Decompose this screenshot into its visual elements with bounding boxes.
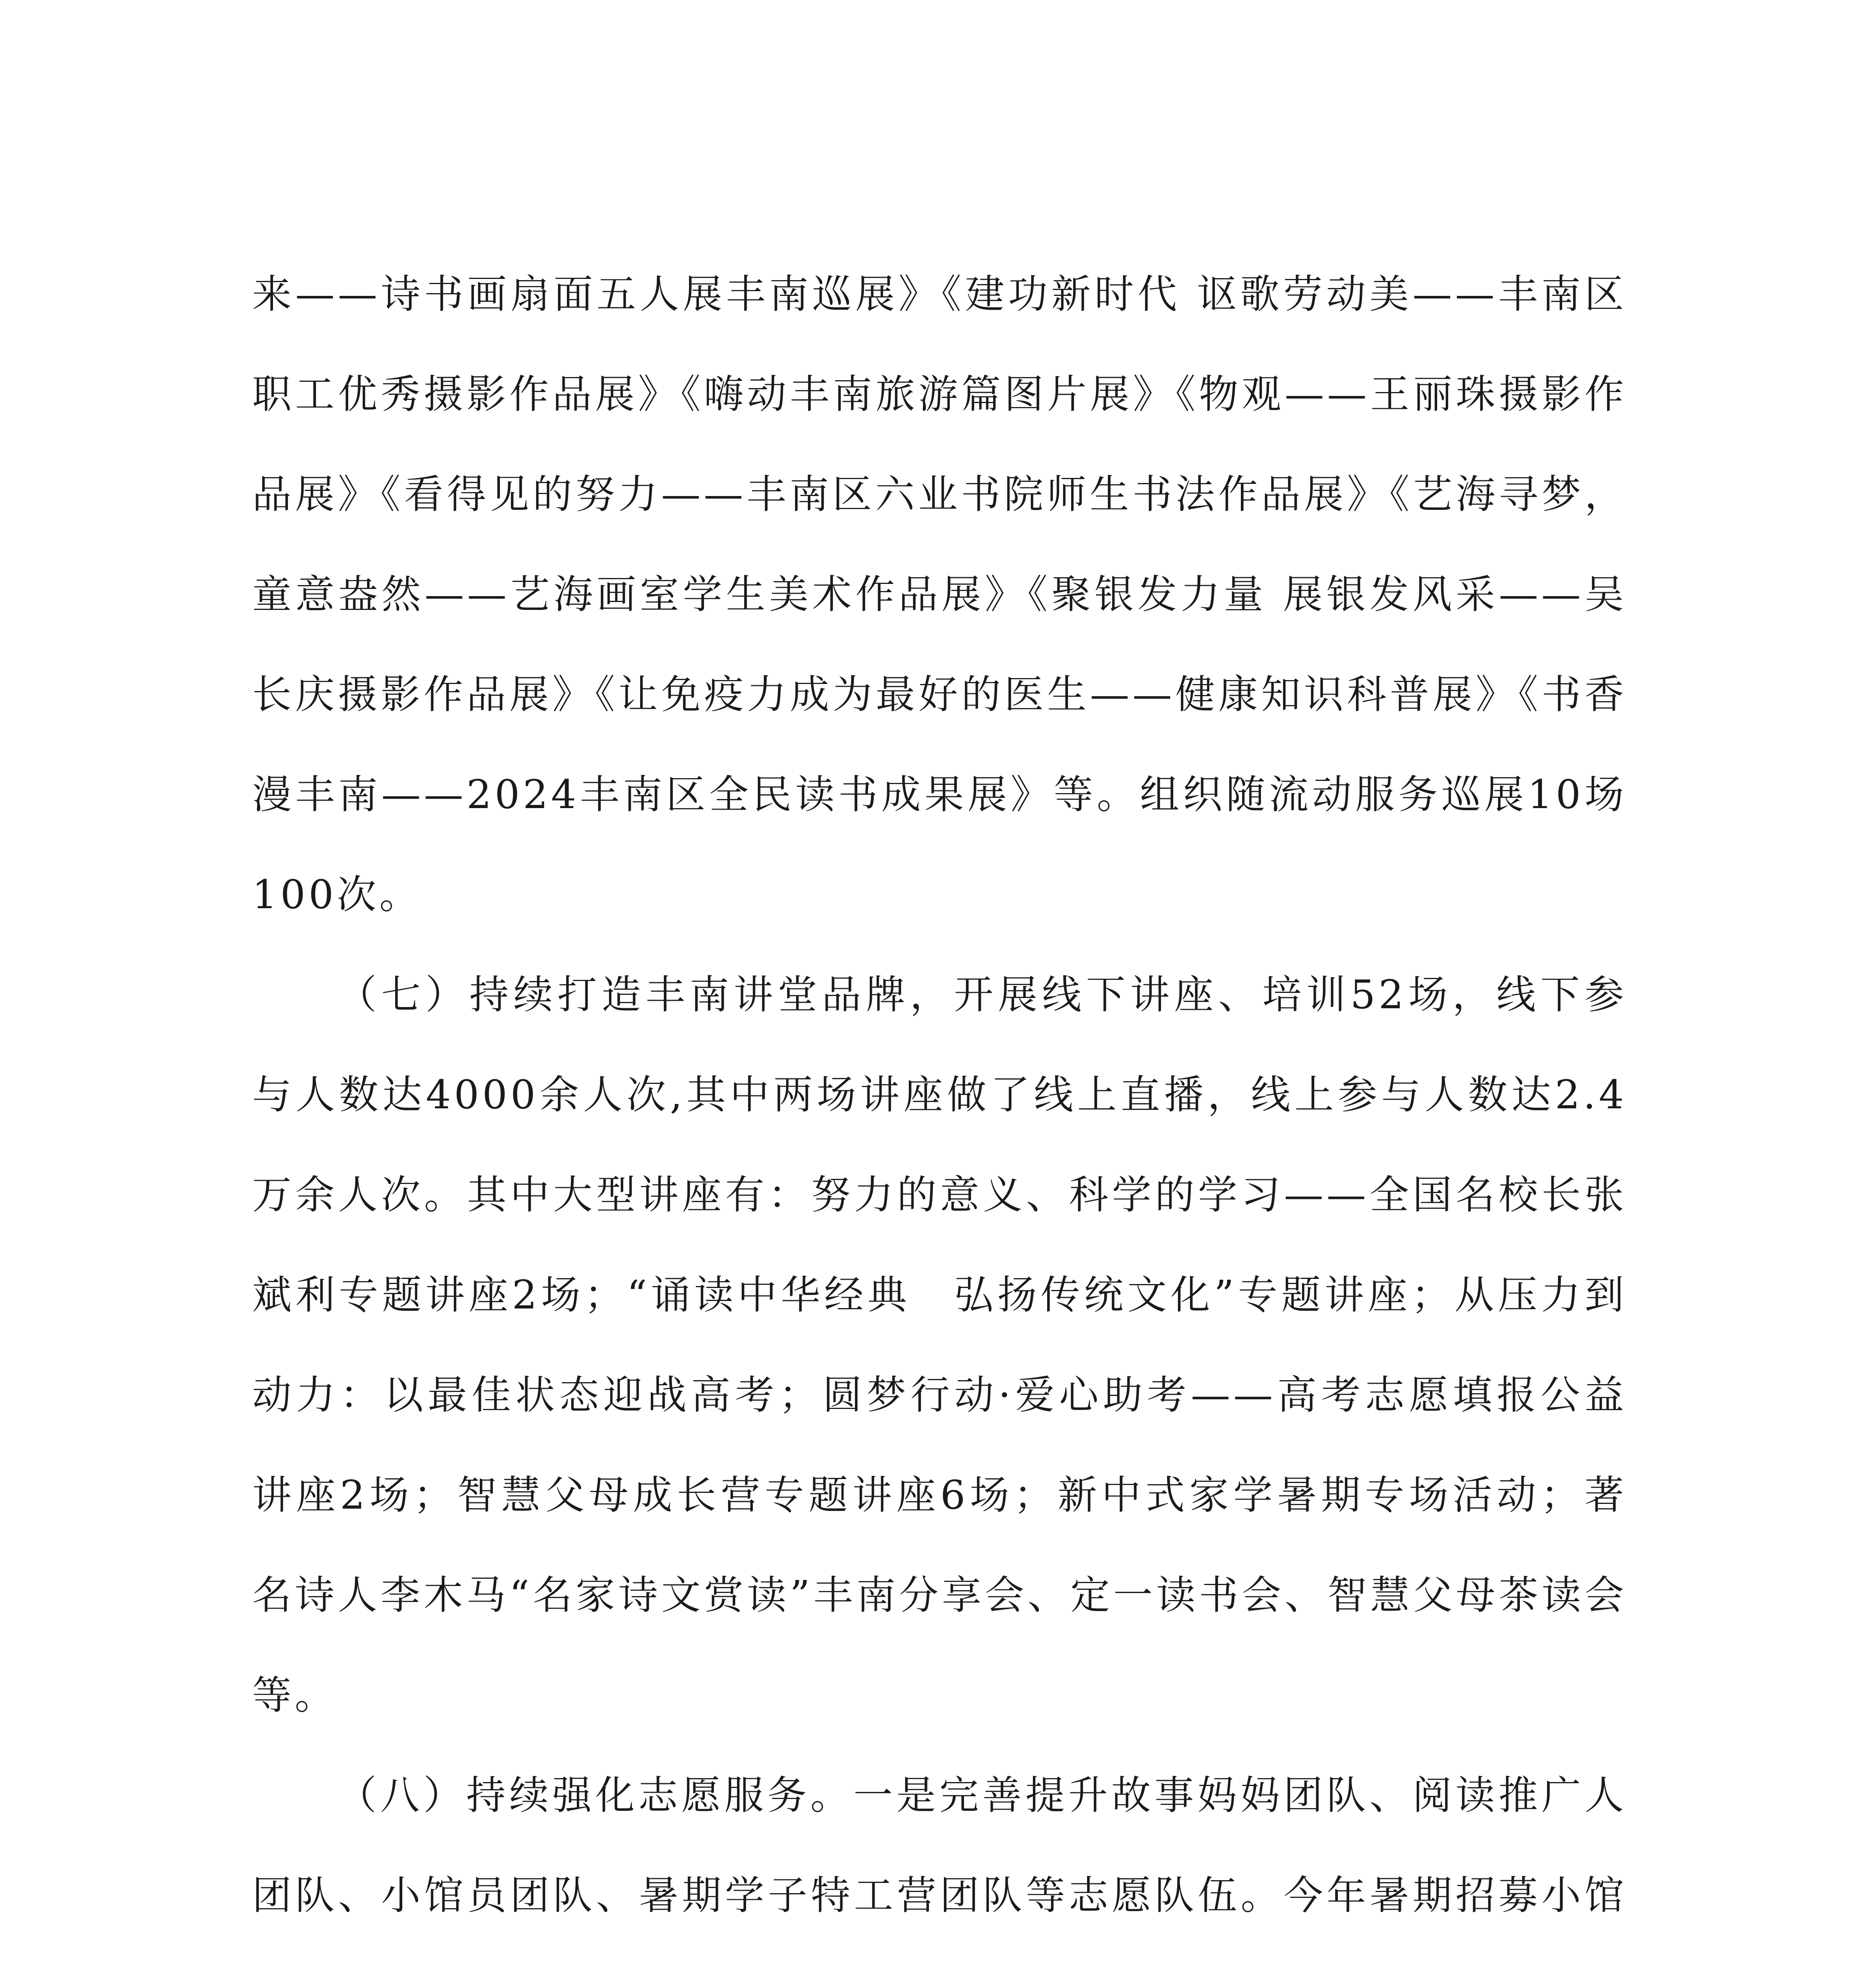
paragraph-exhibitions-continued: 来——诗书画扇面五人展丰南巡展》《建功新时代 讴歌劳动美——丰南区职工优秀摄影作品展》《嗨动丰南旅游篇图片展》《物观——王丽珠摄影作品展》《看得见的努力——丰南区六业书院师生书法作品展》《艺海寻梦，童意盎然——艺海画室学生美术作品展》《聚银发力量 展银发风采——吴长庆摄影作品展》《让免疫力成为最好的医生——健康知识科普展》《书香漫丰南——2024丰南区全民读书成果展》等。组织随流动服务巡展10场100次。 [252,271,1627,918]
paragraph-section-8-volunteers: （八）持续强化志愿服务。一是完善提升故事妈妈团队、阅读推广人团队、小馆员团队、暑期学子特工营团队等志愿队伍。今年暑期招募小馆 [252,1772,1627,1918]
paragraph-section-7-lectures: （七）持续打造丰南讲堂品牌，开展线下讲座、培训52场，线下参与人数达4000余人次,其中两场讲座做了线上直播，线上参与人数达2.4万余人次。其中大型讲座有：努力的意义、科学的学习——全国名校长张斌利专题讲座2场；“诵读中华经典 弘扬传统文化”专题讲座；从压力到动力：以最佳状态迎战高考；圆梦行动·爱心助考——高考志愿填报公益讲座2场；智慧父母成长营专题讲座6场；新中式家学暑期专场活动；著名诗人李木马“名家诗文赏读”丰南分享会、定一读书会、智慧父母茶读会等。 [252,972,1627,1718]
document-body [252,244,1627,1970]
